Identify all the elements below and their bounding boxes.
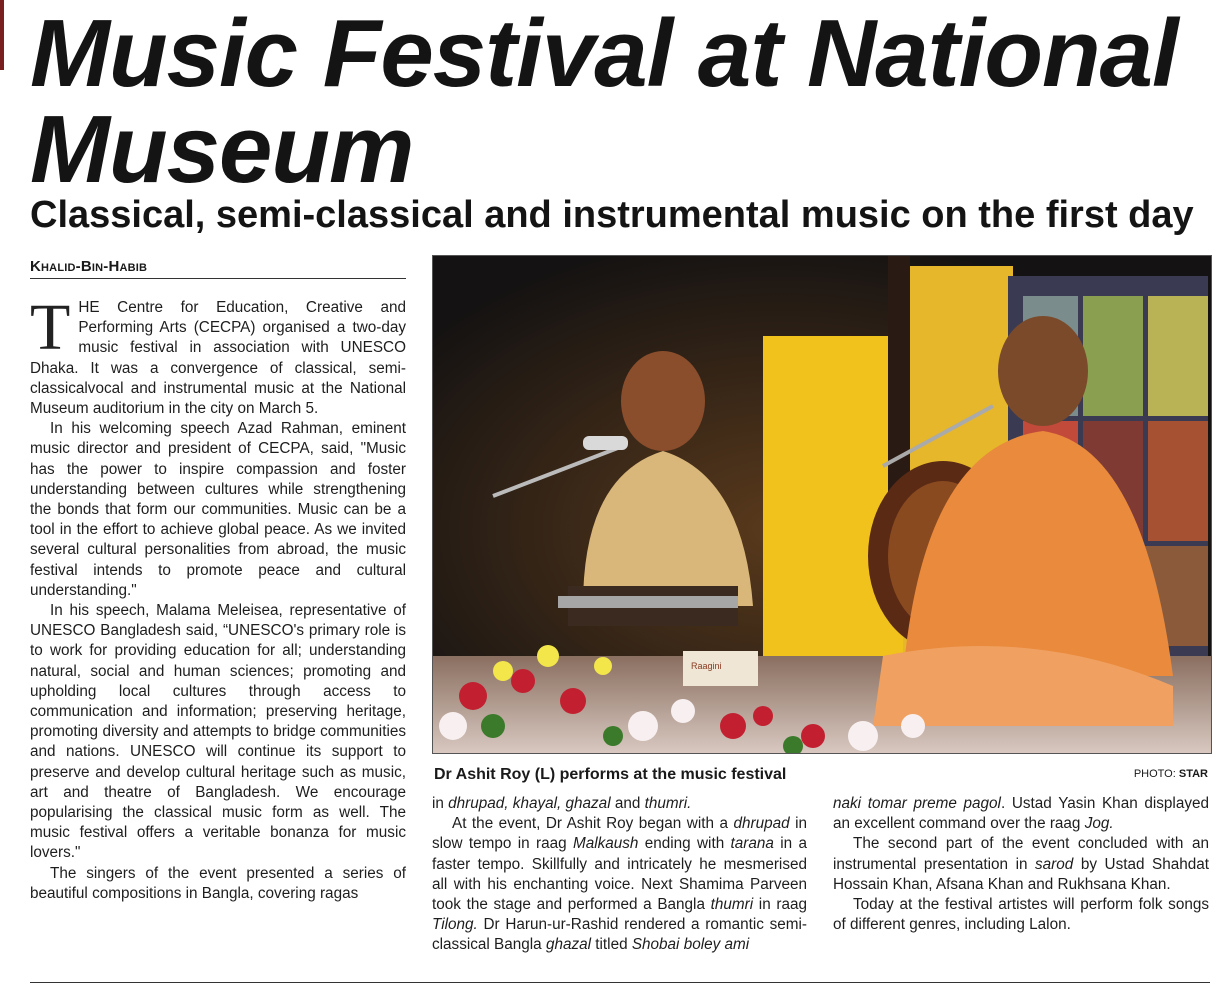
byline: Khalid-Bin-Habib (30, 258, 406, 279)
article-column-3 (833, 794, 1209, 935)
photo-credit: PHOTO: STAR (1133, 768, 1208, 780)
page-edge-mark (0, 0, 4, 70)
concert-photo (432, 255, 1212, 754)
headline: Music Festival at National Museum (30, 0, 1178, 203)
article-paragraph: At the event, Dr Ashit Roy began with a dhrupad in slow tempo in raag Malkaush ending with tarana in a faster tempo. Skillfully and intricately he mesmerised all with his enchanting voice. Next Shamima Parveen took the stage and performed a Bangla thumri in raag Tilong. Dr Harun-ur-Rashid rendered a romantic semi-classical Bangla ghazal titled Shobai boley ami (432, 815, 807, 954)
photo-caption: Dr Ashit Roy (L) performs at the music festival (434, 766, 787, 783)
concert-photo-illustration (433, 256, 1211, 753)
article-column-1 (30, 291, 406, 904)
article-paragraph: naki tomar preme pagol. Ustad Yasin Khan displayed an excellent command over the raag Jog. (833, 795, 1209, 833)
article-column-2 (432, 794, 807, 956)
article-paragraph: In his speech, Malama Meleisea, representative of UNESCO Bangladesh said, “UNESCO's primary role is to work for providing education for all; understanding natural, social and human sciences; promoting and upholding local cultures through access to communication and information; preserving heritage, promoting diversity and attempts to bridge communities and nations. UNESCO will continue its support to preserve and develop cultural heritage such as music, art and theatre of Bangladesh. We encourage popularising the classical music form as well. The music festival offers a veritable bonanza for music lovers." (30, 602, 406, 862)
article-paragraph: in dhrupad, khayal, ghazal and thumri. (432, 795, 692, 812)
article-paragraph: Today at the festival artistes will perform folk songs of different genres, including Lalon. (833, 896, 1209, 934)
drop-cap: T (30, 291, 71, 364)
bottom-rule (30, 982, 1210, 983)
article-paragraph: The second part of the event concluded with an instrumental presentation in sarod by Ustad Shahdat Hossain Khan, Afsana Khan and Rukhsana Khan. (833, 835, 1210, 893)
article-paragraph: The singers of the event presented a series of beautiful compositions in Bangla, covering ragas (30, 864, 406, 902)
article-paragraph: In his welcoming speech Azad Rahman, eminent music director and president of CECPA, said, "Music has the power to inspire compassion and foster understanding between cultures while strengthening the bonds that form our communities. Music can be a tool in the effort to achieve global peace. As we invited several cultural personalities from abroad, the music festival intends to promote peace and cultural understanding." (30, 420, 406, 599)
stage-sign-text: Raagini (691, 661, 722, 671)
subheadline: Classical, semi-classical and instrumental music on the first day (30, 194, 1194, 236)
article-paragraph: THE Centre for Education, Creative and Performing Arts (CECPA) organised a two-day music festival in association with UNESCO Dhaka. It was a convergence of classical, semi-classicalvocal and instrumental music at the National Museum auditorium in the city on March 5. (30, 291, 406, 418)
